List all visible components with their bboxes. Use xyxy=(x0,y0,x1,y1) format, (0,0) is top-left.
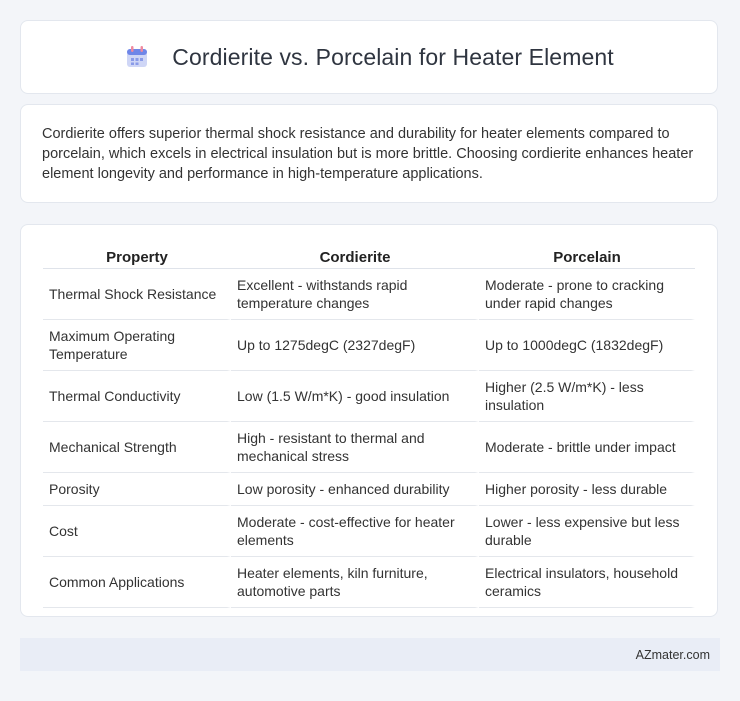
table-row xyxy=(43,473,695,506)
cordierite-cell: High - resistant to thermal and mechanical stress xyxy=(231,422,479,473)
table-row xyxy=(43,371,695,422)
table-row xyxy=(43,320,695,371)
porcelain-cell: Moderate - brittle under impact xyxy=(479,422,695,473)
cordierite-cell: Up to 1275degC (2327degF) xyxy=(231,320,479,371)
property-cell: Maximum Operating Temperature xyxy=(43,320,231,371)
cordierite-cell: Low porosity - enhanced durability xyxy=(231,473,479,506)
property-cell: Cost xyxy=(43,506,231,557)
cordierite-cell: Low (1.5 W/m*K) - good insulation xyxy=(231,371,479,422)
cordierite-cell: Heater elements, kiln furniture, automotive parts xyxy=(231,557,479,608)
summary-text: Cordierite offers superior thermal shock resistance and durability for heater elements compared to porcelain, which excels in electrical insulation but is more brittle. Choosing cordierite enhances heater element longevity and performance in high-temperature applications. xyxy=(42,126,694,182)
property-cell: Porosity xyxy=(43,473,231,506)
table-row xyxy=(43,422,695,473)
table-row xyxy=(43,557,695,608)
porcelain-cell: Higher (2.5 W/m*K) - less insulation xyxy=(479,371,695,422)
title-wrap xyxy=(124,44,613,71)
summary-card xyxy=(20,104,718,203)
property-cell: Common Applications xyxy=(43,557,231,608)
header-porcelain: Porcelain xyxy=(479,245,695,269)
page-title: Cordierite vs. Porcelain for Heater Element xyxy=(172,43,614,70)
property-cell: Thermal Shock Resistance xyxy=(43,269,231,320)
table-row xyxy=(43,506,695,557)
title-card xyxy=(20,20,718,94)
cordierite-cell: Excellent - withstands rapid temperature changes xyxy=(231,269,479,320)
comparison-table xyxy=(43,245,695,608)
porcelain-cell: Electrical insulators, household ceramics xyxy=(479,557,695,608)
footer-brand: AZmater.com xyxy=(635,647,710,662)
header-property: Property xyxy=(43,245,231,269)
header-cordierite: Cordierite xyxy=(231,245,479,269)
porcelain-cell: Lower - less expensive but less durable xyxy=(479,506,695,557)
porcelain-cell: Up to 1000degC (1832degF) xyxy=(479,320,695,371)
table-row xyxy=(43,269,695,320)
porcelain-cell: Higher porosity - less durable xyxy=(479,473,695,506)
porcelain-cell: Moderate - prone to cracking under rapid changes xyxy=(479,269,695,320)
footer xyxy=(20,638,720,671)
property-cell: Mechanical Strength xyxy=(43,422,231,473)
cordierite-cell: Moderate - cost-effective for heater elements xyxy=(231,506,479,557)
property-cell: Thermal Conductivity xyxy=(43,371,231,422)
calendar-icon xyxy=(124,44,150,70)
table-header-row xyxy=(43,245,695,269)
comparison-card xyxy=(20,224,718,617)
